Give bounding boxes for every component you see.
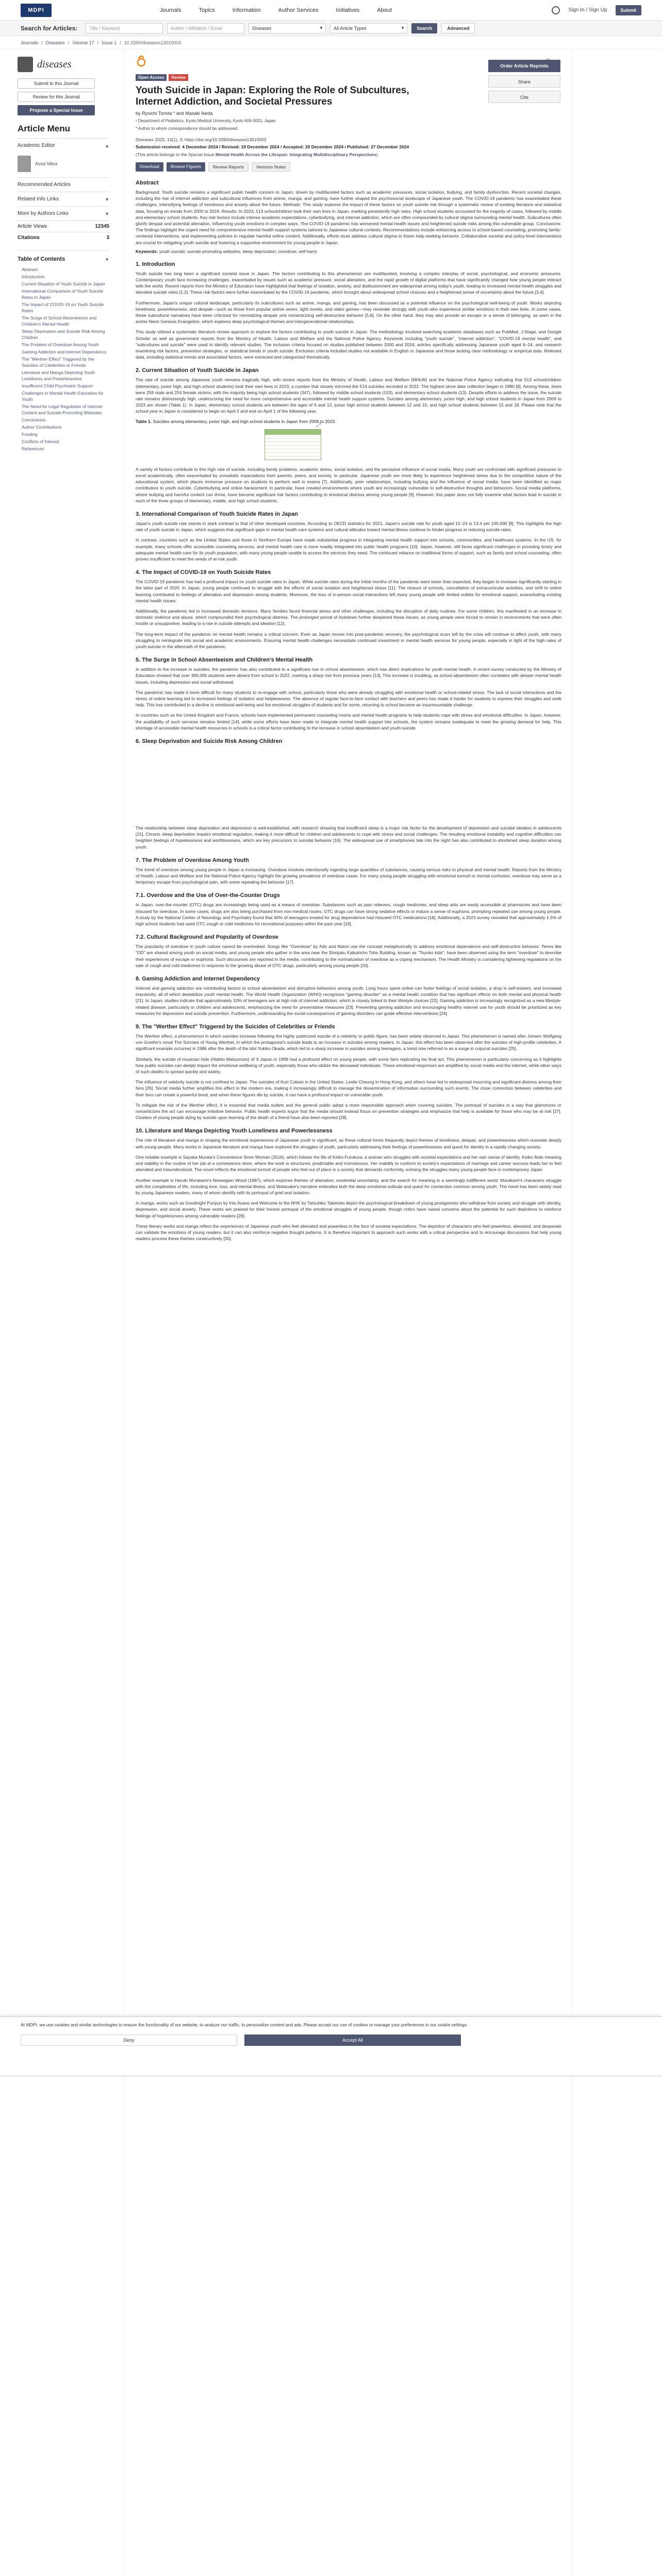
section-paragraph: Additionally, the pandemic led to increased domestic tensions. Many families faced financial stress and other challenges, including the disruption of daily routines. For some children, this manifested in an increase in domestic violence and abuse, which compounded their psychological distress. The prolonged period of lockdown further deepened these issues, as young people were forced to remain in environments that were often hostile or unsupportive, leading to a rise in suicide attempts and ideation [12]. [136,608,561,626]
user-icon[interactable] [552,6,560,14]
abstract-text: Background: Youth suicide remains a significant public health concern in Japan, driven by multifaceted factors such as academic pressures, social isolation, bullying, and family dysfunction. Recent societal changes, including the rise of internet addiction and subcultural influences from anime, manga, and gaming, have further shaped the psychosocial landscape of Japanese youth. The COVID-19 pandemic has exacerbated these challenges, intensifying feelings of loneliness and anxiety about the future. Methods: This study explores the impact of these factors on youth suicide risk through a systematic review of existing literature and statistical data, focusing on trends from 2000 to 2024. Results: In 2023, 513 schoolchildren took their own lives in Japan, marking persistently high rates. High school students accounted for the majority of cases, followed by middle and elementary school students. Key risk factors include intense academic expectations, cyberbullying, and internet addiction, which are often compounded by cultural stigma surrounding mental health. Subcultures often glorify despair and potential alienation, influencing youth emotions in complex ways. The COVID-19 pandemic has worsened mental health issues and heightened suicide risks among this vulnerable group. Conclusions: The findings highlight the urgent need for comprehensive mental health support systems tailored to Japanese cultural contexts. Recommendations include enhancing access to school-based counseling, promoting family-centered interventions, and implementing policies to regulate harmful online content. Additionally, efforts must address cultural stigma to foster help-seeking behavior. Collaborative societal and policy-level interventions are crucial for mitigating youth suicide and fostering a supportive environment for young people in Japan. [136,190,561,245]
breadcrumb-doi: 10.3390/diseases13010003 [124,40,181,45]
breadcrumb-issue[interactable]: Issue 1 [102,40,117,45]
author-input[interactable]: Author / Affiliation / Email [167,23,244,33]
toc-item[interactable]: Conflicts of Interest [22,439,59,444]
nav-journals[interactable]: Journals [160,7,181,13]
breadcrumb-journals[interactable]: Journals [21,40,39,45]
nav-topics[interactable]: Topics [198,7,215,13]
toc-item[interactable]: References [22,446,44,451]
right-actions [488,60,560,106]
open-access-icon [136,56,147,67]
section-heading: 6. Sleep Deprivation and Suicide Risk Among Children [136,738,283,744]
section-paragraph: In countries such as the United Kingdom and France, schools have implemented permanent counseling rooms and mental health programs to help students cope with stress and emotional difficulties. In Japan, however, the availability of such services remains limited [14], while some efforts have been made to integrate mental health support into schools, the system remains inadequate to meet the growing demand for help. This shortage of accessible mental health resources in schools is a critical factor contributing to the increase in school absenteeism and youth suicide. [136,713,561,731]
editor-card [18,152,109,177]
article-body-part-2 [136,466,560,744]
related-info-label: Related Info Links [18,196,59,202]
toc-item[interactable]: Current Situation of Youth Suicide in Japan [22,281,105,286]
cookie-accept-button[interactable]: Accept All [244,2035,461,2046]
chevron-up-icon: ▲ [105,143,109,148]
section-heading: 10. Literature and Manga Depicting Youth Loneliness and Powerlessness [136,1128,333,1134]
header-submit-button[interactable]: Submit [616,5,642,15]
toc-list [18,266,109,452]
section-paragraph: In addition to the increase in suicides, the pandemic has also contributed to a significant rise in school absenteeism, which has direct implications for youth mental health. A recent survey conducted by the Ministry of Education showed that over 300,000 students were absent from school in 2022, marking a sharp rise from previous years [13]. This increase is troubling, as school absenteeism often correlates with deeper mental health issues, including depression and social withdrawal. [136,667,561,685]
toc-item[interactable]: The Surge of School Absenteeism and Children's Mental Health [22,315,97,327]
correspondence-note: * Author to whom correspondence should be addressed. [136,126,239,131]
chevron-up-icon: ▲ [105,256,109,261]
section-paragraph: Similarly, the suicide of musician hide (Hideto Matsumoto) of X Japan in 1998 had a profound effect on young people, with some fans replicating his final act. This phenomenon is particularly concerning as it highlights how public suicides can deeply impact the emotional wellbeing of youth, especially those who idolize the deceased individuals. These emotional responses are amplified by social media and the internet, while other ways of such deaths to spread quickly and widely. [136,1056,561,1075]
recommended-articles-label: Recommended Articles [18,182,71,188]
section-paragraph: The long-term impact of the pandemic on mental health remains a critical concern. Even as Japan moves into post-pandemic recovery, the psychological scars left by the crisis will continue to affect youth, with many struggling to reintegrate into social and academic environments. Ensuring mental health challenges necessitate continued investment in mental health services for young people, especially in light of the high rates of youth suicide in the aftermath of the pandemic. [136,631,561,649]
section-paragraph: One notable example is Sayaka Murata's Convenience Store Woman (2016), which follows the life of Keiko Furukura, a woman who struggles with societal expectations and her own sense of identity. Keiko finds meaning and stability in the routine of her job at a convenience store, where the work is structured, predictable and monotonous. Her inability to conform to society's expectations of marriage and career success leads her to feel alienated and misunderstood. The novel reflects the emotional turmoil of people who feel out of place in a society that demands conformity, echoing the struggles many young people face in contemporary Japan. [136,1154,561,1173]
avatar [18,156,31,172]
mdpi-logo[interactable]: MDPI [21,4,52,17]
left-sidebar [18,57,109,453]
section-paragraph: The role of literature and manga in shaping the emotional experiences of Japanese youth is significant, as these cultural forms frequently depict themes of loneliness, despair, and powerlessness which resonate deeply with young people. Many works in Japanese literature and manga have explored the struggles of youth, particularly addressing their feelings of powerlessness and quest for identity in a rapidly changing society. [136,1138,561,1149]
nav-about[interactable]: About [377,7,392,13]
toc-item[interactable]: The Impact of COVID-19 on Youth Suicide Rates [22,302,104,313]
toc-item[interactable]: The "Werther Effect" Triggered by the Suicides of Celebrities or Friends [22,357,94,368]
section-heading: 7.1. Overdose and the Use of Over-the-Counter Drugs [136,892,280,899]
nav-information[interactable]: Information [232,7,261,13]
academic-editor-label: Academic Editor [18,143,55,148]
title-keyword-input[interactable]: Title / Keyword [86,23,163,33]
toc-item[interactable]: International Comparison of Youth Suicide Rates in Japan [22,289,104,300]
section-paragraph: To mitigate the risk of the Werther effect, it is essential that media outlets and the general public adopt a more responsible approach when covering suicides. The portrayal of suicides in a way that glamorizes or romanticizes the act can encourage imitative behavior. Public health experts argue that the media should instead focus on prevention strategies and emphasize that help is available for those who may be at risk [27]. Clusters of young people dying by suicide upon learning of the death of a friend have also been reported [28]. [136,1102,561,1121]
breadcrumb: Journals / Diseases / Volume 17 / Issue 1 / 10.3390/diseases13010003 [0,36,662,49]
article-views-value: 12345 [95,224,109,229]
toc-item[interactable]: Conclusions [22,417,46,422]
article-authors[interactable]: by Ryoichi Tomita * and Masaki Ikeda [136,111,213,116]
journal-name: diseases [37,58,72,70]
section-heading: 3. International Comparison of Youth Suicide Rates in Japan [136,511,298,517]
search-button[interactable]: Search [411,23,437,33]
section-paragraph: This study utilized a systematic literature review approach to explore the factors contributing to youth suicide in Japan. The methodology involved searching academic databases such as PubMed, J-Stage, and Google Scholar as well as government reports from the Ministry of Health, Labour and Welfare and the National Police Agency. Keywords including "youth suicide", "internet addiction", "COVID-19 mental health", and "subcultures and suicide" were used to identify relevant studies. The inclusion criteria focused on studies published between 2000 and 2024, articles specifically addressing Japanese youth aged 6–24, and research examining risk factors, prevention strategies, or statistical trends in youth suicide. Exclusion criteria included studies not available in English or Japanese and those lacking clear methodology or empirical data. Relevant data, including statistical trends and associated factors, were extracted and categorized thematically. [136,329,561,360]
search-bar [0,21,662,36]
section-heading: 2. Current Situation of Youth Suicide in Japan [136,367,259,374]
header-right [552,5,641,15]
section-heading: 5. The Surge in School Absenteeism and Children's Mental Health [136,657,313,664]
section-heading: 9. The "Werther Effect" Triggered by the Suicides of Celebrities or Friends [136,1024,335,1030]
table-caption: Table 1. Suicides among elementary, junior high, and high school students in Japan from 2009 to 2023. [136,418,336,424]
open-access-badge: Open Access [136,74,167,81]
toc-item[interactable]: The Need for Legal Regulation of Internet Content and Suicide-Promoting Websites [22,404,103,415]
review-for-journal-button[interactable]: Review for this Journal [18,92,95,102]
versions-notes-button[interactable]: Versions Notes [252,162,290,172]
section-paragraph: Another example is Haruki Murakami's Norwegian Wood (1987), which explores themes of alienation, existential uncertainty, and the search for meaning in a seemingly indifferent world. Murakami's characters struggle with the complexities of life, including love, loss, and mental illness, and Watanabe's narrative embodies both the deep emotional solitude and quest for connection common among youth. The novel has been widely read by young Japanese readers, many of whom identify with its portrayal of grief and isolation. [136,1177,561,1195]
special-issue-link[interactable]: Mental Health Across the Lifespan: Integrating Multidisciplinary Perspectives [215,152,376,157]
special-issue-note: (This article belongs to the Special Issue Mental Health Across the Lifespan: Integrating Multidisciplinary Perspectives) [136,152,378,157]
cookie-deny-button[interactable]: Deny [21,2035,237,2046]
search-label: Search for Articles: [21,24,78,32]
cookie-buttons [21,2035,641,2046]
section-paragraph: In Japan, over-the-counter (OTC) drugs are increasingly being used as a means of overdose. Substances such as pain relievers, cough medicines, and sleep aids are easily accessible at pharmacies and have been misused for overdose. In some cases, drugs are also being purchased from non-medical routes. OTC drugs can have strong sedative effects or induce a sense of euphoria, prompting repeated use among young people. A study by the National Center of Neurology and Psychiatry found that 40% of teenagers treated for drug dependence had misused OTC medications [18]. Additionally, a 2023 survey revealed that approximately 1.5% of high school students had used OTC cough or cold medicines for recreational purposes within the past year [19]. [136,902,561,927]
section-heading: 7.2. Cultural Background and Popularity of Overdose [136,934,278,941]
toc-item[interactable]: Literature and Manga Depicting Youth Loneliness and Powerlessness [22,370,95,381]
section-paragraph: Youth suicide has long been a significant societal issue in Japan. The factors contributing to this phenomenon are multifaceted, involving a complex interplay of social, psychological, and economic pressures. Contemporary youth face increasing challenges, exacerbated by issues such as academic pressure, social alienation, and the rapid growth of digital platforms that have significantly changed how young people interact with the world. Recent reports from the Ministry of Education have highlighted that feelings of isolation, anxiety, and disillusionment are widespread among today's youth, leading to increased mental health struggles and elevated suicide rates [1,2]. These risk factors were further exacerbated by the COVID-19 pandemic, which brought about widespread school closures and a heightened sense of uncertainty about the future [3,4]. [136,270,561,295]
section-paragraph: The Werther effect, a phenomenon in which suicides increase following the highly publicized suicide of a celebrity or public figure, has been widely observed in Japan. This phenomenon is named after Johann Wolfgang von Goethe's novel The Sorrows of Young Werther, in which the protagonist's suicide leads to an increase in suicides among readers. In Japan, this effect has been observed after the suicides of high-profile celebrities. A significant example occurred in 1986 after the death of the idol Yukiko Okada, which led to a sharp increase in suicides among teenagers, a trend now referred to as a surge in copycat suicides [25]. [136,1033,561,1052]
section-paragraph: The popularity of overdose in youth culture cannot be overlooked. Songs like "Overdose" by Ado and Natori use the concept metaphorically to address emotional dependence and self-destructive behavior. Terms like "OD" are shared among youth on social media, and young people who gather in the area near the Shinjuku Kabukicho Toho Building, known as "Toyoko kids", have been observed using the term "overdose" to describe their experiences of escape or euphoria. Such discourses are reported in the media, contributing to the normalization of overdose as a coping mechanism. The Health Ministry is considering tightening regulations on the sale of cough and cold medicines in response to the growing abuse of OTC drugs, particularly among young people [20]. [136,944,561,968]
table-thumbnail[interactable] [264,422,321,460]
article-menu-title: Article Menu [18,124,71,133]
journal-logo[interactable] [18,57,109,72]
more-by-authors-section[interactable] [18,206,109,221]
section-paragraph: The relationship between sleep deprivation and depression is well-established, with research showing that insufficient sleep is a major risk factor for the development of depression and suicidal ideation in adolescents [15]. Chronic sleep deprivation impairs emotional regulation, making it more difficult for children and adolescents to cope with stress and social challenges. The resulting emotional instability and cognitive difficulties can heighten feelings of hopelessness and worthlessness, which are key precursors to suicidal behavior [16]. The widespread use of smartphones late into the night has also contributed to shortened sleep duration among youth. [136,825,561,850]
section-paragraph: The trend of overdose among young people in Japan is increasing. Overdose involves intentionally ingesting large quantities of substances, causing serious risks to physical and mental health. Reports from the Ministry of Health, Labour and Welfare and the National Police Agency highlight the growing prevalence of overdose cases. For many young people struggling with emotional turmoil or mental confusion, overdose may serve as a temporary escape from psychological pain, with some repeating the behavior [17]. [136,867,561,885]
affiliation: ¹ Department of Pediatrics, Kyoto Medical University, Kyoto 606-0001, Japan [136,118,276,123]
toc-title: Table of Contents ▲ [18,256,109,262]
submit-to-journal-button[interactable]: Submit to this Journal [18,78,95,89]
toc-item[interactable]: Sleep Deprivation and Suicide Risk Among Children [22,329,105,340]
article-type-select[interactable] [330,23,407,33]
sign-in-link[interactable]: Sign In / Sign Up [568,7,607,13]
journal-select-value: Diseases [252,25,272,31]
citations-label: Citations [18,235,40,241]
article-body-part-1 [136,261,560,415]
article-actions [136,162,560,172]
section-paragraph: In contrast, countries such as the United States and those in Northern Europe have made substantial progress in integrating mental health support into schools, communities, and healthcare systems. In the US, for example, many schools offer accessible counseling services, and mental health care is more readily integrated into public health programs [10]. Japan, however, still faces significant challenges in providing timely and adequate mental health care for its youth population, with many young people unable to access the services they need. The continued reliance on traditional forms of support, such as family and school counseling, often proves insufficient to meet the needs of at-risk youth. [136,537,561,562]
toc-item[interactable]: Introduction [22,274,45,279]
chevron-down-icon: ▾ [401,25,404,30]
toc-item[interactable]: Abstract [22,267,38,272]
academic-editor-section[interactable] [18,138,109,152]
article-body-part-3 [136,825,560,1242]
section-heading: 7. The Problem of Overdose Among Youth [136,857,249,863]
order-reprints-button[interactable]: Order Article Reprints [488,60,560,72]
site-header [0,0,662,21]
cookie-text: At MDPI, we use cookies and similar technologies to ensure the functionality of our website, to analyze our traffic, to personalize content and ads. Please accept our use of cookies or manage your preferences in our cookie settings. [21,2022,468,2027]
review-badge: Review [169,74,188,81]
advanced-search-button[interactable]: Advanced [441,23,475,33]
keywords-list: youth suicide; suicide-promoting websites; sleep deprivation; overdose; self-harm [159,248,317,254]
toc-item[interactable]: Challenges in Mental Health Education for Youth [22,391,104,402]
section-paragraph: These literary works and manga reflect the experiences of Japanese youth who feel alienated and powerless in the face of societal expectations. The depiction of characters who feel powerless, alienated, and desperate can validate the emotions of young readers, but it can also reinforce negative thought patterns. It is therefore important to approach such works with a critical perspective and to encourage discussions that help young readers process these themes constructively [30]. [136,1223,561,1242]
recommended-articles-section[interactable] [18,177,109,192]
section-paragraph: A variety of factors contribute to this high rate of suicide, including family problems, academic stress, social isolation, and the pervasive influence of social media. Many youth are confronted with significant pressures to excel academically, often exacerbated by unrealistic expectations from parents, peers, and society. In particular, Japanese youth are more likely to experience heightened stress due to the competitive nature of the educational system, which places immense pressure on students to perform well in exams [7]. Additionally, peer relationships, including bullying and the influence of social media, have been identified as major contributors to youth suicide. Cyberbullying and online harassment, in particular, have created environments where youth are increasingly vulnerable to self-destructive thoughts and behaviors. Social media platforms, where bullying and harmful content can thrive, have become significant risk factors contributing to emotional distress among young people [9]. However, this paper does not fully examine what factors lead to suicide in each of the three groups of elementary, middle, and high school students. [136,466,561,503]
breadcrumb-diseases[interactable]: Diseases [45,40,65,45]
table-1 [136,419,560,460]
section-paragraph: Japan's youth suicide rate stands in stark contrast to that of other developed countries. According to OECD statistics for 2021, Japan's suicide rate for youth aged 15–24 is 13.4 per 100,000 [9]. This highlights the high rate of youth suicide in Japan, which suggests that significant gaps in mental health care systems and cultural attitudes toward mental illness continue to hinder progress in reducing suicide rates. [136,520,561,533]
cite-button[interactable]: Cite [488,91,560,103]
article-type-value: All Article Types [334,25,367,31]
section-paragraph: The pandemic has made it more difficult for many students to re-engage with school, particularly those who were already struggling with emotional health or school-related stress. The lack of social interactions and the stress of online learning led to increased feelings of isolation and helplessness. The absence of regular face-to-face contact with teachers and peers has made it harder for students to express their struggles and seek help. This has contributed to a decline in emotional well-being and the emotional struggles of students and for some, returning to school became an insurmountable challenge. [136,689,561,708]
section-heading: 4. The Impact of COVID-19 on Youth Suicide Rates [136,569,271,576]
chevron-down-icon: ▼ [105,196,109,202]
review-reports-button[interactable]: Review Reports [208,162,249,172]
section-heading: 1. Introduction [136,261,175,267]
citations-value: 3 [106,235,109,241]
section-heading: 8. Gaming Addiction and Internet Dependency [136,976,260,982]
toc-item[interactable]: The Problem of Overdose Among Youth [22,342,99,347]
section-paragraph: Internet and gaming addiction are contributing factors to school absenteeism and disruptive behaviors among youth. Long hours spent online can foster feelings of social isolation, a drop in self-esteem, and increased impulsivity, all of which destabilize youth mental health. The World Health Organization (WHO) recognizes "gaming disorder" as a mental health condition that has significant effects on both mental and physical health [21]. In Japan, studies indicate that approximately 10% of teenagers are at high risk of internet addiction, which is closely linked to their lifestyle choices [22]. Gaming addiction is increasingly recognized as a new lifestyle-related disease, particularly in children and adolescents, emphasizing the need for preventative measures [23]. Preventing gaming addiction and encouraging healthy internet use for youth should be prioritized as key measures for depression and suicide prevention. Furthermore, understanding the social consequences of gaming disorders can guide effective interventions [24]. [136,986,561,1016]
section-paragraph: The COVID-19 pandemic has had a profound impact on youth suicide rates in Japan. While suicide rates during the initial months of the pandemic were lower than expected, they began to increase significantly starting in the latter part of 2020. In Japan, young people continued to struggle with the effects of social isolation and heightened stress [11]. The closure of schools, cancellation of extracurricular activities, and shift to online learning contributed to feelings of alienation and depression among students. Moreover, the loss of in-person social interactions left many young people with limited outlets for emotional support, exacerbating existing mental health issues. [136,579,561,603]
toc-item[interactable]: Author Contributions [22,425,62,430]
nav-initiatives[interactable]: Initiatives [336,7,360,13]
expand-icon[interactable]: ⤢ [317,422,321,428]
related-info-section[interactable] [18,192,109,206]
dates-line: Submission received: 4 December 2024 / Revised: 19 December 2024 / Accepted: 20 December 2024 / Published: 27 December 2024 [136,144,409,149]
toc-item[interactable]: Gaming Addiction and Internet Dependency [22,349,107,354]
more-by-authors-label: More by Authors Links [18,211,69,216]
cookie-banner [0,2016,662,2076]
journal-logo-icon [18,57,33,72]
editor-name[interactable]: Amol Mitra [35,161,58,166]
share-button[interactable]: Share [488,75,560,88]
propose-special-issue-button[interactable]: Propose a Special Issue [18,105,95,115]
article-main [124,49,572,2576]
chevron-down-icon: ▾ [320,25,323,30]
breadcrumb-volume[interactable]: Volume 17 [72,40,94,45]
section-paragraph: In manga, works such as Goodnight Punpun by Inio Asano and Welcome to the NHK by Tatsuhiko Takimoto depict the psychological breakdown of young protagonists who withdraw from society and struggle with identity, depression, and social anxiety. These works are praised for their honest portrayal of the emotional struggles of young people, though critics have raised concerns about the potential for such depictions to reinforce feelings of hopelessness among vulnerable readers [29]. [136,1200,561,1218]
article-title: Youth Suicide in Japan: Exploring the Role of Subcultures, Internet Addiction, and Societal Pressures [136,85,409,107]
abstract-heading: Abstract [136,180,159,186]
download-button[interactable]: Download [136,162,163,172]
section-paragraph: Furthermore, Japan's unique cultural landscape, particularly its subcultures such as anime, manga, and gaming, has been discussed as a potential influence on the psychological well-being of youth. Works depicting loneliness, powerlessness, and despair—such as those from popular anime series, light novels, and video games—may resonate strongly with youth who experience similar emotions in their own lives. In some cases, these subcultural narratives have been criticized for normalizing despair and romanticizing self-destructive behavior [5,6]. On the other hand, they may also provide an escape or a sense of belonging, as seen in the anime Neon Genesis Evangelion, which explores deep psychological themes and intergenerational relationships. [136,300,561,325]
section-paragraph: The rate of suicide among Japanese youth remains tragically high, with recent reports from the Ministry of Health, Labour and Welfare (MHLW) and the National Police Agency indicating that 513 schoolchildren (elementary, junior high, and high school students) took their own lives in 2023, a number that closely mirrored the 514 suicides recorded in 2022. The highest since data collection began in 1980 [8]. Among these, there were 259 male and 254 female victims, with the majority being high school students (347), followed by middle school students (153), and elementary school students (13). Despite efforts to address the issue, the suicide rate remains distressingly high, underscoring the need for more comprehensive and accessible mental health support systems. Suicides among elementary, junior high, and high school students in Japan from 2009 to 2023 are shown (Table 1). In Japan, elementary school students are between the ages of 6 and 12, junior high school students between 12 and 15, and high school students between 15 and 18. Please note that the school year in Japan is considered to begin on April 2 and end on April 1 of the following year. [136,377,561,414]
chevron-down-icon: ▼ [105,211,109,216]
main-nav [160,7,392,13]
nav-author-services[interactable]: Author Services [278,7,319,13]
browse-figures-button[interactable]: Browse Figures [167,162,205,172]
journal-select[interactable] [249,23,326,33]
toc-item[interactable]: Insufficient Child Psychiatric Support [22,383,93,388]
section-paragraph: The influence of celebrity suicide is not confined to Japan. The suicides of Kurt Cobain in the United States, Leslie Cheung in Hong Kong, and others have led to widespread mourning and significant distress among their fans [26]. Social media further amplifies this effect in the modern era, making it increasingly difficult to manage the dissemination of information surrounding such events. The close connection between celebrities and their fans can create a powerful bond, and when these figures die by suicide, it can have a profound impact on vulnerable youth. [136,1079,561,1097]
keywords: Keywords: youth suicide; suicide-promoting websites; sleep deprivation; overdose; self-harm [136,248,317,254]
table-of-contents [18,250,109,452]
article-views-label: Article Views [18,224,47,229]
citations-metric [18,232,109,243]
article-views-metric [18,221,109,232]
citation-line: Diseases 2025, 13(1), 3; https://doi.org/10.3390/diseases13010003 [136,137,267,142]
toc-item[interactable]: Funding [22,432,38,437]
